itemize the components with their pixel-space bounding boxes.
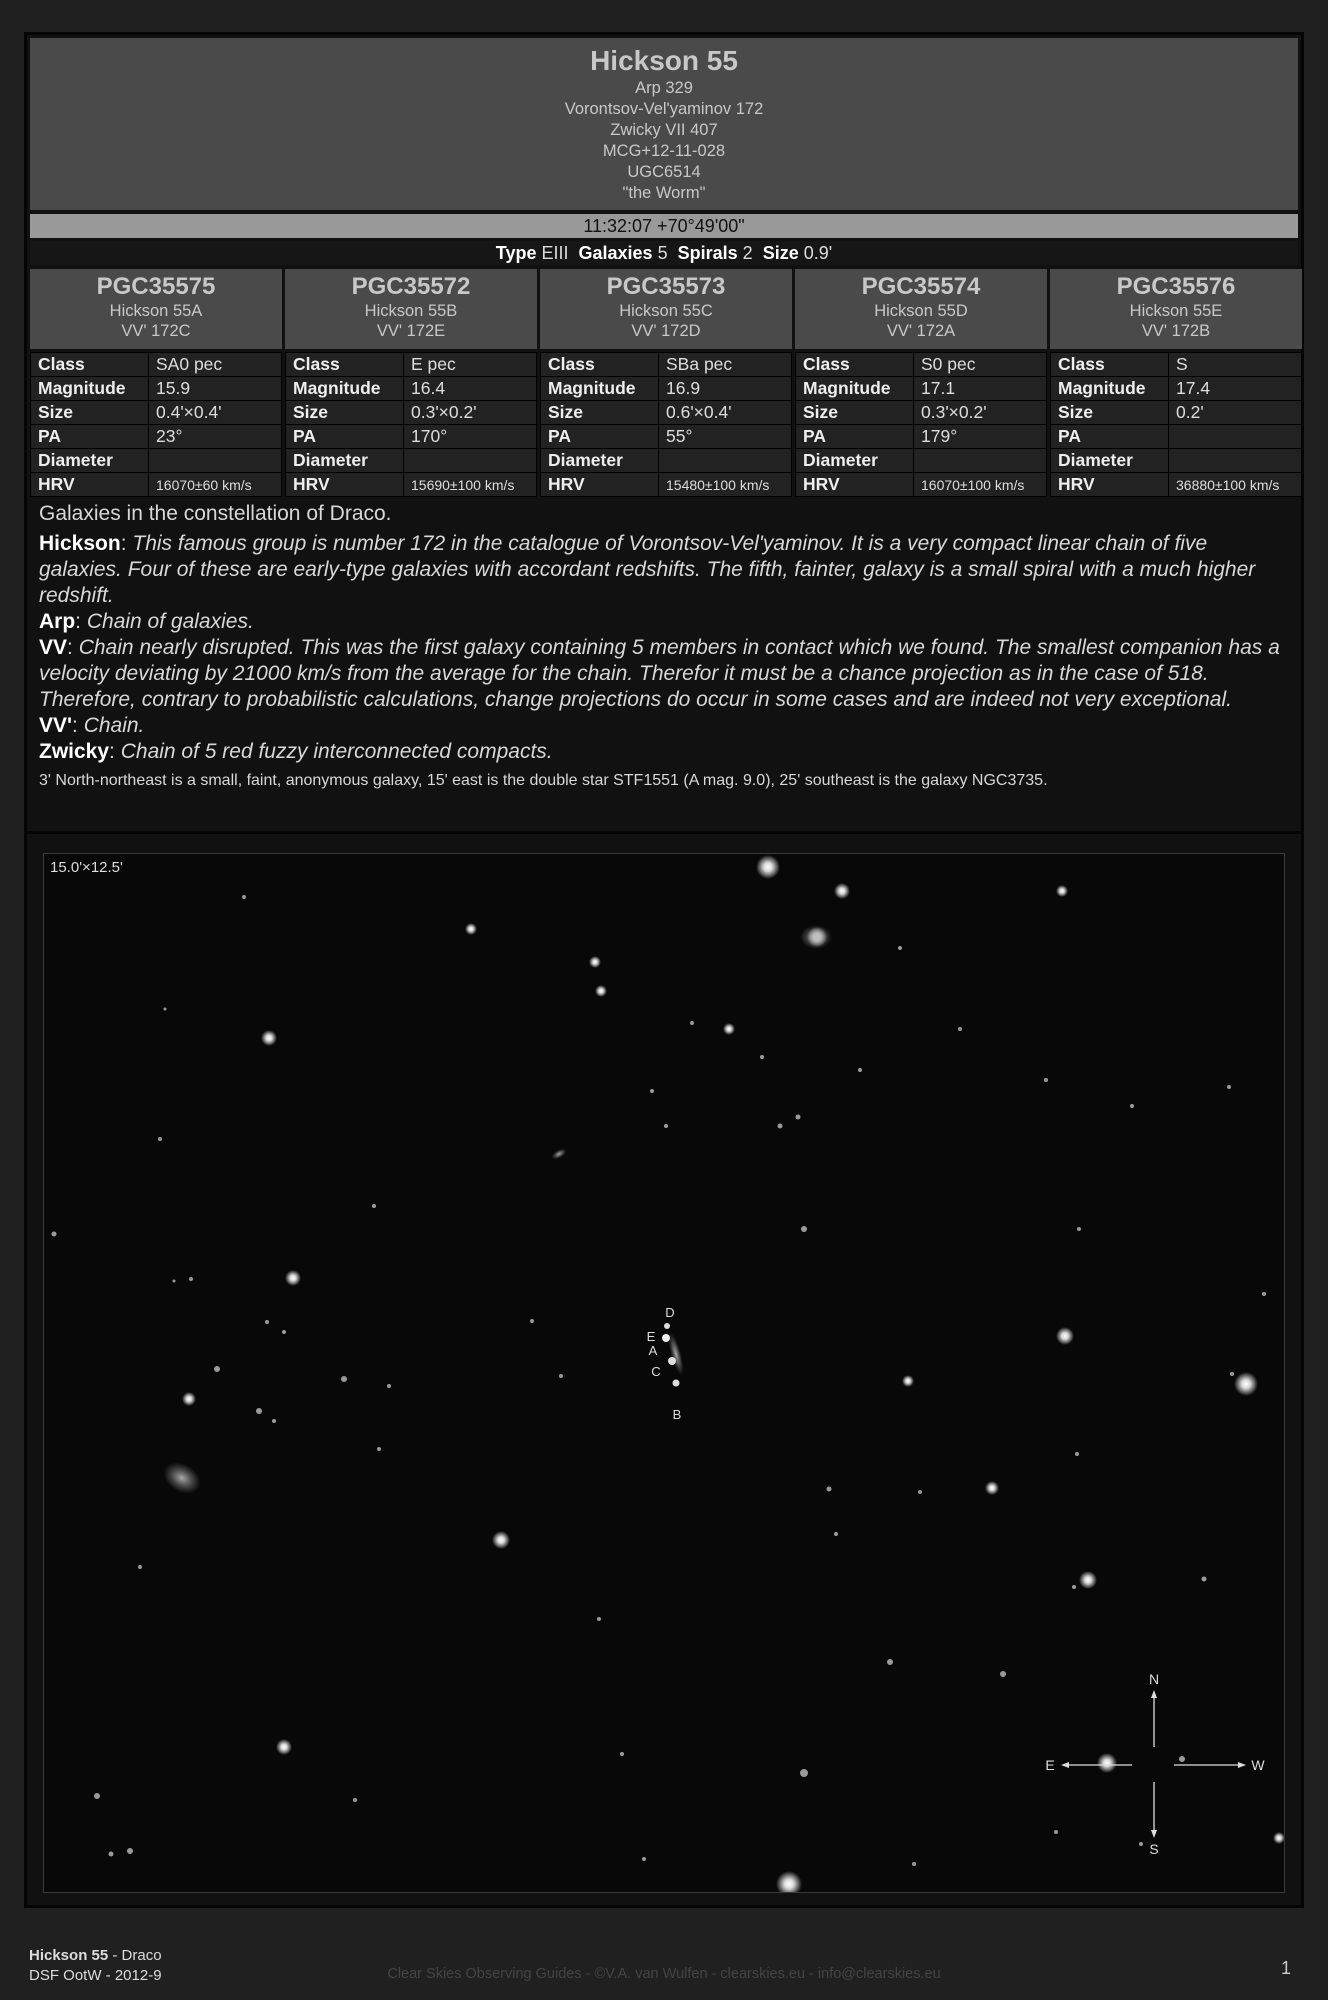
table-row xyxy=(541,449,792,473)
pa-label: PA xyxy=(286,425,404,449)
diameter-value xyxy=(404,449,537,473)
galaxies-value: 5 xyxy=(657,243,668,263)
class-label: Class xyxy=(1051,353,1169,377)
table-row xyxy=(286,353,537,377)
star-field xyxy=(44,854,1284,1892)
footer-constellation: - Draco xyxy=(108,1947,162,1964)
diameter-label: Diameter xyxy=(31,449,149,473)
pgc-id: PGC35574 xyxy=(861,273,981,300)
summary-bar xyxy=(30,241,1298,265)
magnitude-value: 17.4 xyxy=(1169,377,1302,401)
galaxy-header xyxy=(795,269,1047,349)
table-row xyxy=(796,473,1047,497)
galaxy-properties-table xyxy=(540,352,792,497)
footer-series: DSF OotW - 2012-9 xyxy=(29,1967,162,1984)
hickson-id: Hickson 55B xyxy=(364,302,458,320)
footer-object: Hickson 55 xyxy=(29,1947,109,1964)
spirals-label: Spirals xyxy=(677,243,738,263)
field-size-label: 15.0'×12.5' xyxy=(50,859,123,876)
hrv-value: 16070±100 km/s xyxy=(914,473,1047,497)
class-label: Class xyxy=(31,353,149,377)
designation: Arp 329 xyxy=(635,79,693,97)
object-title: Hickson 55 xyxy=(590,45,738,76)
class-value: SA0 pec xyxy=(149,353,282,377)
pa-label: PA xyxy=(796,425,914,449)
pa-label: PA xyxy=(541,425,659,449)
hrv-label: HRV xyxy=(541,473,659,497)
object-header xyxy=(30,38,1298,210)
footer-object-line xyxy=(29,1946,162,1966)
east-arrowhead xyxy=(1061,1762,1069,1768)
magnitude-label: Magnitude xyxy=(1051,377,1169,401)
hrv-value: 36880±100 km/s xyxy=(1169,473,1302,497)
vv-id: VV' 172A xyxy=(886,322,956,340)
magnitude-label: Magnitude xyxy=(796,377,914,401)
arp-text: Chain of galaxies. xyxy=(86,610,254,633)
table-row xyxy=(796,401,1047,425)
table-row xyxy=(541,377,792,401)
galaxy-label-a: A xyxy=(648,1343,658,1358)
pgc-id: PGC35573 xyxy=(606,273,726,300)
bright-stars xyxy=(182,855,1284,1892)
diameter-label: Diameter xyxy=(541,449,659,473)
magnitude-value: 15.9 xyxy=(149,377,282,401)
table-row xyxy=(1051,353,1302,377)
designation: MCG+12-11-028 xyxy=(602,142,726,160)
galaxy-header xyxy=(1050,269,1302,349)
vv2-label: VV' xyxy=(39,714,73,737)
galaxy-label-d: D xyxy=(665,1305,675,1320)
galaxy-header xyxy=(540,269,792,349)
divider xyxy=(27,831,1301,834)
magnitude-label: Magnitude xyxy=(31,377,149,401)
compass-north-label: N xyxy=(1148,1671,1160,1687)
size-value: 0.6'×0.4' xyxy=(659,401,792,425)
observing-note: 3' North-northeast is a small, faint, anonymous galaxy, 15' east is the double star STF1551 (A mag. 9.0), 25' southeast is the galaxy NGC3735. xyxy=(39,772,1048,789)
diameter-value xyxy=(914,449,1047,473)
vv-id: VV' 172D xyxy=(631,322,701,340)
table-row xyxy=(796,425,1047,449)
class-label: Class xyxy=(541,353,659,377)
class-value: S xyxy=(1169,353,1302,377)
table-row xyxy=(286,449,537,473)
pa-label: PA xyxy=(1051,425,1169,449)
table-row xyxy=(1051,425,1302,449)
page-number: 1 xyxy=(1280,1958,1291,1978)
size-value: 0.3'×0.2' xyxy=(914,401,1047,425)
sky-image xyxy=(43,853,1285,1893)
class-value: SBa pec xyxy=(659,353,792,377)
south-arrowhead xyxy=(1151,1830,1157,1838)
pa-value: 55° xyxy=(659,425,792,449)
table-row xyxy=(1051,473,1302,497)
hickson-id: Hickson 55C xyxy=(619,302,713,320)
class-value: S0 pec xyxy=(914,353,1047,377)
vv-label: VV xyxy=(39,636,68,659)
galaxy-label-e: E xyxy=(646,1329,656,1344)
pa-value: 23° xyxy=(149,425,282,449)
west-arrowhead xyxy=(1238,1762,1246,1768)
guide-sheet xyxy=(24,32,1304,1908)
hrv-label: HRV xyxy=(31,473,149,497)
faint-stars xyxy=(52,895,1267,1866)
magnitude-label: Magnitude xyxy=(541,377,659,401)
galaxy-column xyxy=(30,269,282,497)
table-row xyxy=(1051,449,1302,473)
vv-description: VV: Chain nearly disrupted. This was the first galaxy containing 5 members in contact which we found. The smallest companion has a velocity deviating by 21000 km/s from the average for the chain. Therefor it must be a chance projection as in the case of 518. Therefore, contrary to probabilistic calculations, change projections do occur in some cases and are indeed not very exceptional. xyxy=(39,636,1280,711)
table-row xyxy=(541,401,792,425)
pgc-id: PGC35575 xyxy=(96,273,216,300)
zwicky-label: Zwicky xyxy=(39,740,110,763)
galaxy-header xyxy=(285,269,537,349)
size-value: 0.3'×0.2' xyxy=(404,401,537,425)
galaxy-label-c: C xyxy=(651,1364,661,1379)
arp-label: Arp xyxy=(39,610,76,633)
coordinates-bar: 11:32:07 +70°49'00" xyxy=(30,214,1298,238)
hrv-value: 15480±100 km/s xyxy=(659,473,792,497)
galaxy-column xyxy=(540,269,792,497)
table-row xyxy=(31,401,282,425)
hickson-description: Hickson: This famous group is number 172 in the catalogue of Vorontsov-Vel'yaminov. It is a very compact linear chain of five galaxies. Four of these are early-type galaxies with accordant redshifts. The fifth, fainter, galaxy is a small spiral with a much higher redshift. xyxy=(39,532,1256,607)
table-row xyxy=(286,473,537,497)
hickson-text: This famous group is number 172 in the catalogue of Vorontsov-Vel'yaminov. It is a very compact linear chain of five galaxies. Four of these are early-type galaxies with accordant redshifts. The fifth, fainter, galaxy is a small spiral with a much higher redshift. xyxy=(39,532,1256,607)
table-row xyxy=(796,353,1047,377)
compass-west-label: W xyxy=(1251,1757,1265,1773)
class-label: Class xyxy=(286,353,404,377)
diameter-label: Diameter xyxy=(1051,449,1169,473)
hickson-id: Hickson 55D xyxy=(874,302,968,320)
vv2-description: VV': Chain. xyxy=(39,714,145,737)
type-label: Type xyxy=(495,243,537,263)
galaxy-label-b: B xyxy=(672,1407,682,1422)
designation: "the Worm" xyxy=(622,184,706,202)
table-row xyxy=(796,449,1047,473)
size-label: Size xyxy=(286,401,404,425)
table-row xyxy=(31,425,282,449)
galaxy-column xyxy=(1050,269,1302,497)
magnitude-value: 16.4 xyxy=(404,377,537,401)
galaxy-properties-table xyxy=(1050,352,1302,497)
table-row xyxy=(1051,401,1302,425)
table-row xyxy=(796,377,1047,401)
description xyxy=(39,501,1295,792)
pa-label: PA xyxy=(31,425,149,449)
constellation-line: Galaxies in the constellation of Draco. xyxy=(39,502,392,525)
class-label: Class xyxy=(796,353,914,377)
hrv-label: HRV xyxy=(796,473,914,497)
pgc-id: PGC35576 xyxy=(1116,273,1236,300)
vv-id: VV' 172B xyxy=(1141,322,1211,340)
table-row xyxy=(31,473,282,497)
diameter-value xyxy=(1169,449,1302,473)
spirals-value: 2 xyxy=(742,243,753,263)
compass-south-label: S xyxy=(1149,1841,1159,1857)
hickson-55-chain xyxy=(662,1323,687,1387)
footer-credits: Clear Skies Observing Guides - ©V.A. van Wulfen - clearskies.eu - info@clearskies.eu xyxy=(387,1966,941,1982)
galaxy-column xyxy=(285,269,537,497)
hickson-id: Hickson 55E xyxy=(1129,302,1223,320)
vv2-text: Chain. xyxy=(83,714,145,737)
table-row xyxy=(541,425,792,449)
diameter-value xyxy=(149,449,282,473)
designation: UGC6514 xyxy=(627,163,701,181)
hrv-label: HRV xyxy=(286,473,404,497)
size-label: Size xyxy=(541,401,659,425)
magnitude-value: 17.1 xyxy=(914,377,1047,401)
magnitude-value: 16.9 xyxy=(659,377,792,401)
table-row xyxy=(31,377,282,401)
diameter-label: Diameter xyxy=(286,449,404,473)
table-row xyxy=(1051,377,1302,401)
pgc-id: PGC35572 xyxy=(351,273,471,300)
size-label: Size xyxy=(31,401,149,425)
pa-value xyxy=(1169,425,1302,449)
hrv-value: 16070±60 km/s xyxy=(149,473,282,497)
diameter-label: Diameter xyxy=(796,449,914,473)
size-value: 0.4'×0.4' xyxy=(149,401,282,425)
pa-value: 179° xyxy=(914,425,1047,449)
table-row xyxy=(286,401,537,425)
galaxy-column xyxy=(795,269,1047,497)
compass-rose xyxy=(1061,1690,1246,1838)
zwicky-text: Chain of 5 red fuzzy interconnected compacts. xyxy=(120,740,553,763)
galaxy-properties-table xyxy=(285,352,537,497)
size-label: Size xyxy=(762,243,799,263)
galaxy-header xyxy=(30,269,282,349)
hrv-label: HRV xyxy=(1051,473,1169,497)
size-label: Size xyxy=(796,401,914,425)
table-row xyxy=(286,425,537,449)
size-value: 0.2' xyxy=(1169,401,1302,425)
vv-id: VV' 172C xyxy=(121,322,191,340)
table-row xyxy=(541,353,792,377)
diameter-value xyxy=(659,449,792,473)
table-row xyxy=(286,377,537,401)
hickson-id: Hickson 55A xyxy=(109,302,203,320)
compass-east-label: E xyxy=(1045,1757,1055,1773)
size-value: 0.9' xyxy=(803,243,833,263)
pa-value: 170° xyxy=(404,425,537,449)
galaxy-properties-table xyxy=(795,352,1047,497)
designation: Vorontsov-Vel'yaminov 172 xyxy=(564,100,764,118)
table-row xyxy=(31,353,282,377)
zwicky-description: Zwicky: Chain of 5 red fuzzy interconnected compacts. xyxy=(39,740,553,763)
galaxies-label: Galaxies xyxy=(578,243,653,263)
vv-id: VV' 172E xyxy=(376,322,446,340)
class-value: E pec xyxy=(404,353,537,377)
north-arrowhead xyxy=(1151,1690,1157,1698)
magnitude-label: Magnitude xyxy=(286,377,404,401)
table-row xyxy=(31,449,282,473)
galaxy-properties-table xyxy=(30,352,282,497)
arp-description: Arp: Chain of galaxies. xyxy=(39,610,254,633)
hrv-value: 15690±100 km/s xyxy=(404,473,537,497)
type-value: EIII xyxy=(541,243,569,263)
hickson-label: Hickson xyxy=(39,532,121,555)
vv-text: Chain nearly disrupted. This was the first galaxy containing 5 members in contact which we found. The smallest companion has a velocity deviating by 21000 km/s from the average for the chain. Therefor it must be a chance projection as in the case of 518. Therefore, contrary to probabilistic calculations, change projections do occur in some cases and are indeed not very exceptional. xyxy=(39,636,1280,711)
size-label: Size xyxy=(1051,401,1169,425)
designation: Zwicky VII 407 xyxy=(610,121,718,139)
table-row xyxy=(541,473,792,497)
